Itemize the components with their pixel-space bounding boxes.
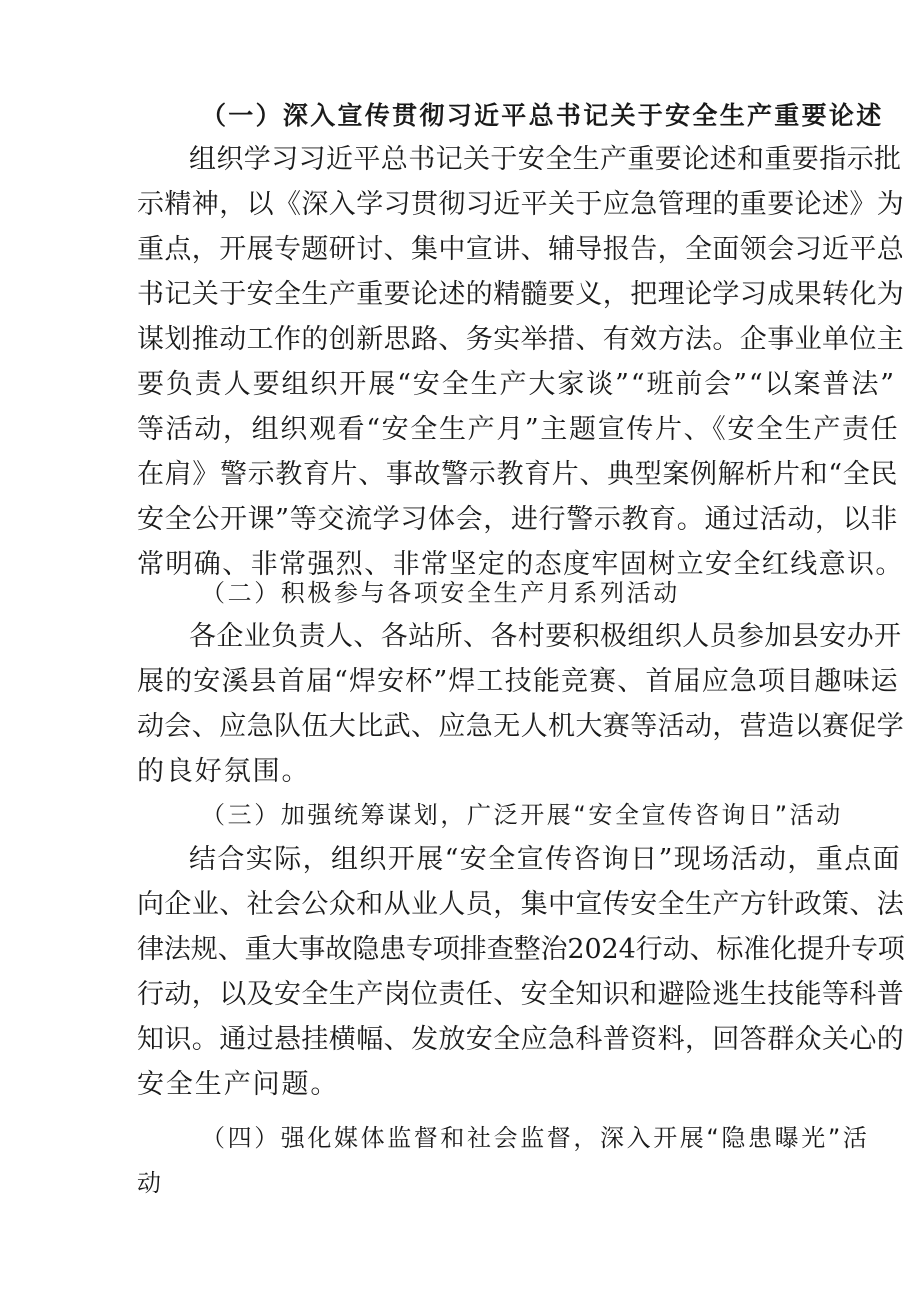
section1-line-5: 谋划推动工作的创新思路、务实举措、有效方法。企事业单位主 [137,324,905,355]
section3-line-1: 结合实际，组织开展“安全宣传咨询日”现场活动，重点面 [189,844,902,875]
section3-line-3: 律法规、重大事故隐患专项排查整治2024行动、标准化提升专项 [137,934,905,965]
section2-line-2: 展的安溪县首届“焊安杯”焊工技能竞赛、首届应急项目趣味运 [137,666,899,697]
section3-line-6: 安全生产问题。 [137,1069,340,1100]
section1-line-9: 安全公开课”等交流学习体会，进行警示教育。通过活动，以非 [137,504,899,535]
section1-heading: （一）深入宣传贯彻习近平总书记关于安全生产重要论述 [201,101,884,130]
section2-heading: （二）积极参与各项安全生产月系列活动 [201,579,680,607]
section1-line-7: 等活动，组织观看“安全生产月”主题宣传片、《安全生产责任 [137,414,900,445]
section3-line-2: 向企业、社会公众和从业人员，集中宣传安全生产方针政策、法 [137,889,905,920]
section1-line-6: 要负责人要组织开展“安全生产大家谈”“班前会”“以案普法” [137,369,896,400]
section3-line-5: 知识。通过悬挂横幅、发放安全应急科普资料，回答群众关心的 [137,1024,905,1055]
section3-heading: （三）加强统筹谋划，广泛开展“安全宣传咨询日”活动 [201,801,843,829]
section3-line-4: 行动，以及安全生产岗位责任、安全知识和避险逃生技能等科普 [137,979,905,1010]
section1-line-3: 重点，开展专题研讨、集中宣讲、辅导报告，全面领会习近平总 [137,234,905,265]
section4-heading-line-1: （四）强化媒体监督和社会监督，深入开展“隐患曝光”活 [201,1124,870,1152]
section1-line-10: 常明确、非常强烈、非常坚定的态度牢固树立安全红线意识。 [137,549,904,580]
section1-line-8: 在肩》警示教育片、事故警示教育片、典型案例解析片和“全民 [137,459,899,490]
section4-heading-line-2: 动 [137,1169,164,1197]
section2-line-4: 的良好氛围。 [137,756,311,787]
section2-line-3: 动会、应急队伍大比武、应急无人机大赛等活动，营造以赛促学 [137,711,905,742]
section1-line-2: 示精神，以《深入学习贯彻习近平关于应急管理的重要论述》为 [137,189,905,220]
section1-line-4: 书记关于安全生产重要论述的精髓要义，把理论学习成果转化为 [137,279,905,310]
section1-line-1: 组织学习习近平总书记关于安全生产重要论述和重要指示批 [189,144,902,175]
section2-line-1: 各企业负责人、各站所、各村要积极组织人员参加县安办开 [189,621,902,652]
